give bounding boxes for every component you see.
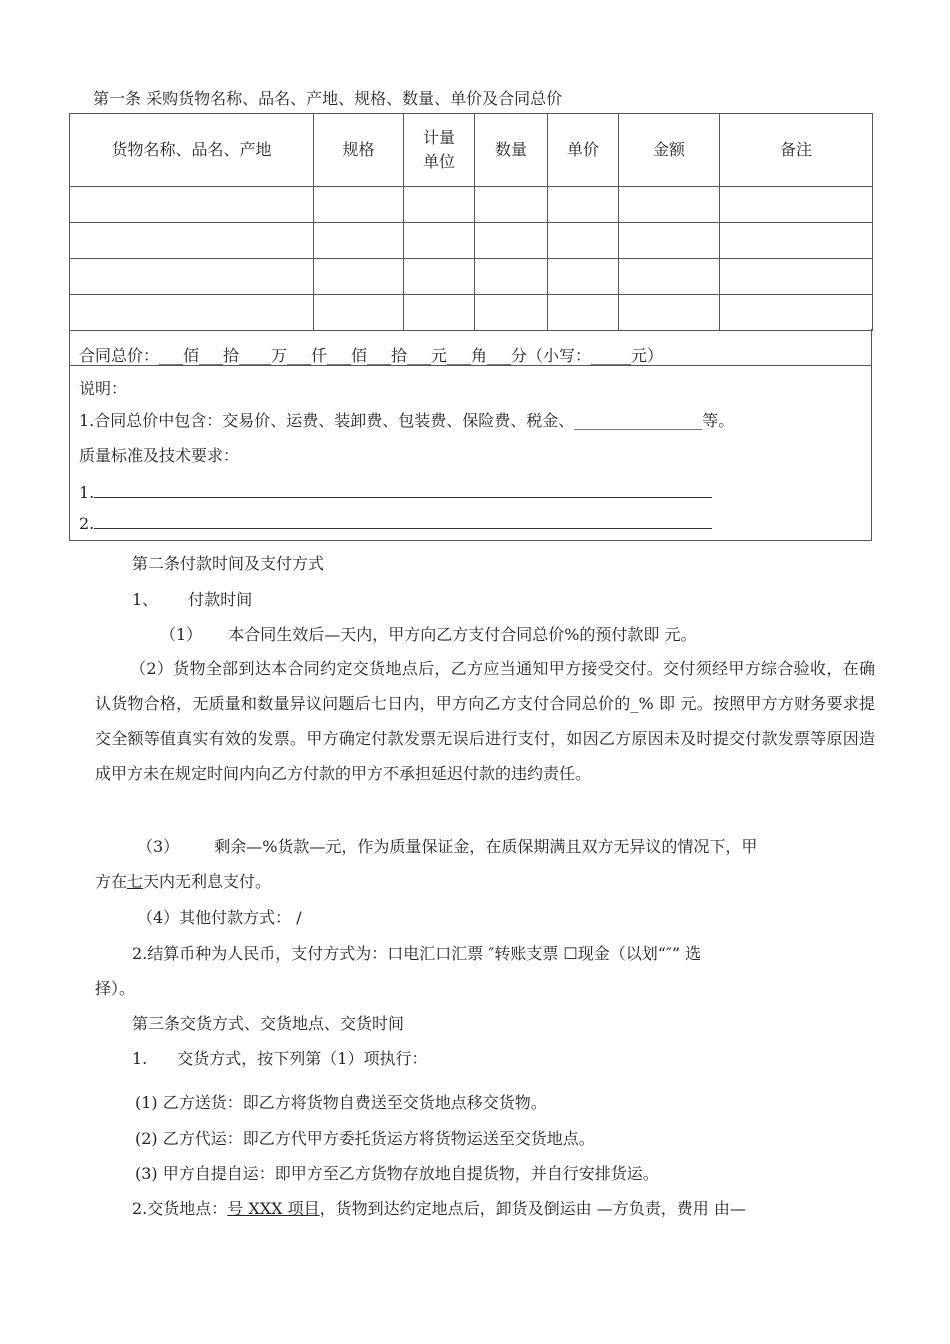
delivery-option-3: (3) 甲方自提自运：即甲方至乙方货物存放地自提货物，并自行安排货运。 xyxy=(135,1164,659,1183)
text: 2.交货地点： xyxy=(132,1199,228,1218)
delivery-option-2: (2) 乙方代运：即乙方代甲方委托货运方将货物运送至交货地点。 xyxy=(135,1129,595,1148)
article3-item2 xyxy=(132,1199,746,1219)
blank-line xyxy=(94,481,712,498)
article3-item1 xyxy=(132,1049,427,1069)
table-row xyxy=(70,295,873,331)
article2-p3-line2 xyxy=(95,872,271,892)
article2-p2: （2）货物全部到达本合同约定交货地点后，乙方应当通知甲方接受交付。交付须经甲方综合验收，在确认货物合格，无质量和数量异议问题后七日内，甲方向乙方支付合同总价的_% 即 元。按照甲方方财务要求提交全额等值真实有效的发票。甲方确定付款发票无误后进行支付，如因乙方原因未及时提交付款发票等原因造成甲方未在规定时间内向乙方付款的甲方不承担延迟付款的违约责任。 xyxy=(95,659,875,783)
table-row xyxy=(70,187,873,223)
delivery-option-1: (1) 乙方送货：即乙方将货物自费送至交货地点移交货物。 xyxy=(135,1093,547,1112)
article2-item2-line2: 择）。 xyxy=(95,979,136,998)
col-header-amount: 金额 xyxy=(619,114,720,187)
col-header-name: 货物名称、品名、产地 xyxy=(70,114,314,187)
article2-p1 xyxy=(160,625,696,645)
article1-heading: 第一条 采购货物名称、品名、产地、规格、数量、单价及合同总价 xyxy=(93,89,563,108)
goods-table-header xyxy=(70,114,873,187)
blank-line xyxy=(94,512,712,529)
item-number: 1. xyxy=(132,1049,148,1068)
item-number: 1、 xyxy=(132,590,159,609)
note-label: 说明： xyxy=(79,379,128,398)
text: 天内无利息支付。 xyxy=(143,872,272,891)
goods-table xyxy=(69,113,873,331)
text: 方在 xyxy=(95,872,128,891)
quality-item-1 xyxy=(79,481,712,503)
quality-item-1-num: 1. xyxy=(79,483,95,502)
para-number: （3） xyxy=(137,837,180,856)
quality-item-2-num: 2. xyxy=(79,514,95,533)
para-text: 剩余—%货款—元，作为质量保证金，在质保期满且双方无异议的情况下，甲 xyxy=(214,837,758,856)
table-row xyxy=(70,259,873,295)
table-row xyxy=(70,223,873,259)
article2-p4: （4）其他付款方式： / xyxy=(137,908,302,927)
article3-heading: 第三条交货方式、交货地点、交货时间 xyxy=(132,1014,405,1033)
note-item-1: 1.合同总价中包含：交易价、运费、装卸费、包装费、保险费、税金、________________等。 xyxy=(79,411,735,430)
text: ，货物到达约定地点后，卸货及倒运由 —方负责，费用 由— xyxy=(319,1199,746,1218)
col-header-unit-price: 单价 xyxy=(548,114,619,187)
article2-heading: 第二条付款时间及支付方式 xyxy=(132,554,325,573)
quality-item-2 xyxy=(79,512,712,534)
underlined-text: 号 XXX 项目 xyxy=(227,1199,320,1218)
quality-label: 质量标准及技术要求： xyxy=(79,446,240,465)
item-text: 交货方式，按下列第（1）项执行： xyxy=(177,1049,428,1068)
col-header-quantity: 数量 xyxy=(475,114,548,187)
article2-item1 xyxy=(132,590,252,610)
col-header-remarks: 备注 xyxy=(720,114,873,187)
article2-p3 xyxy=(137,837,757,857)
item-title: 付款时间 xyxy=(188,590,253,609)
contract-total-row: 合同总价：___佰___拾____万___仟___佰___拾___元___角___分（小写：_____元） xyxy=(79,346,664,365)
col-header-spec: 规格 xyxy=(314,114,404,187)
para-text: 本合同生效后—天内，甲方向乙方支付合同总价%的预付款即 元。 xyxy=(228,625,697,644)
para-number: （1） xyxy=(160,625,203,644)
underlined-text: 七 xyxy=(127,872,144,891)
article2-item2: 2.结算币种为人民币，支付方式为：口电汇口汇票 ″转账支票 ☐现金（以划“″” 选 xyxy=(132,944,702,963)
col-header-unit: 计量 单位 xyxy=(404,114,475,187)
